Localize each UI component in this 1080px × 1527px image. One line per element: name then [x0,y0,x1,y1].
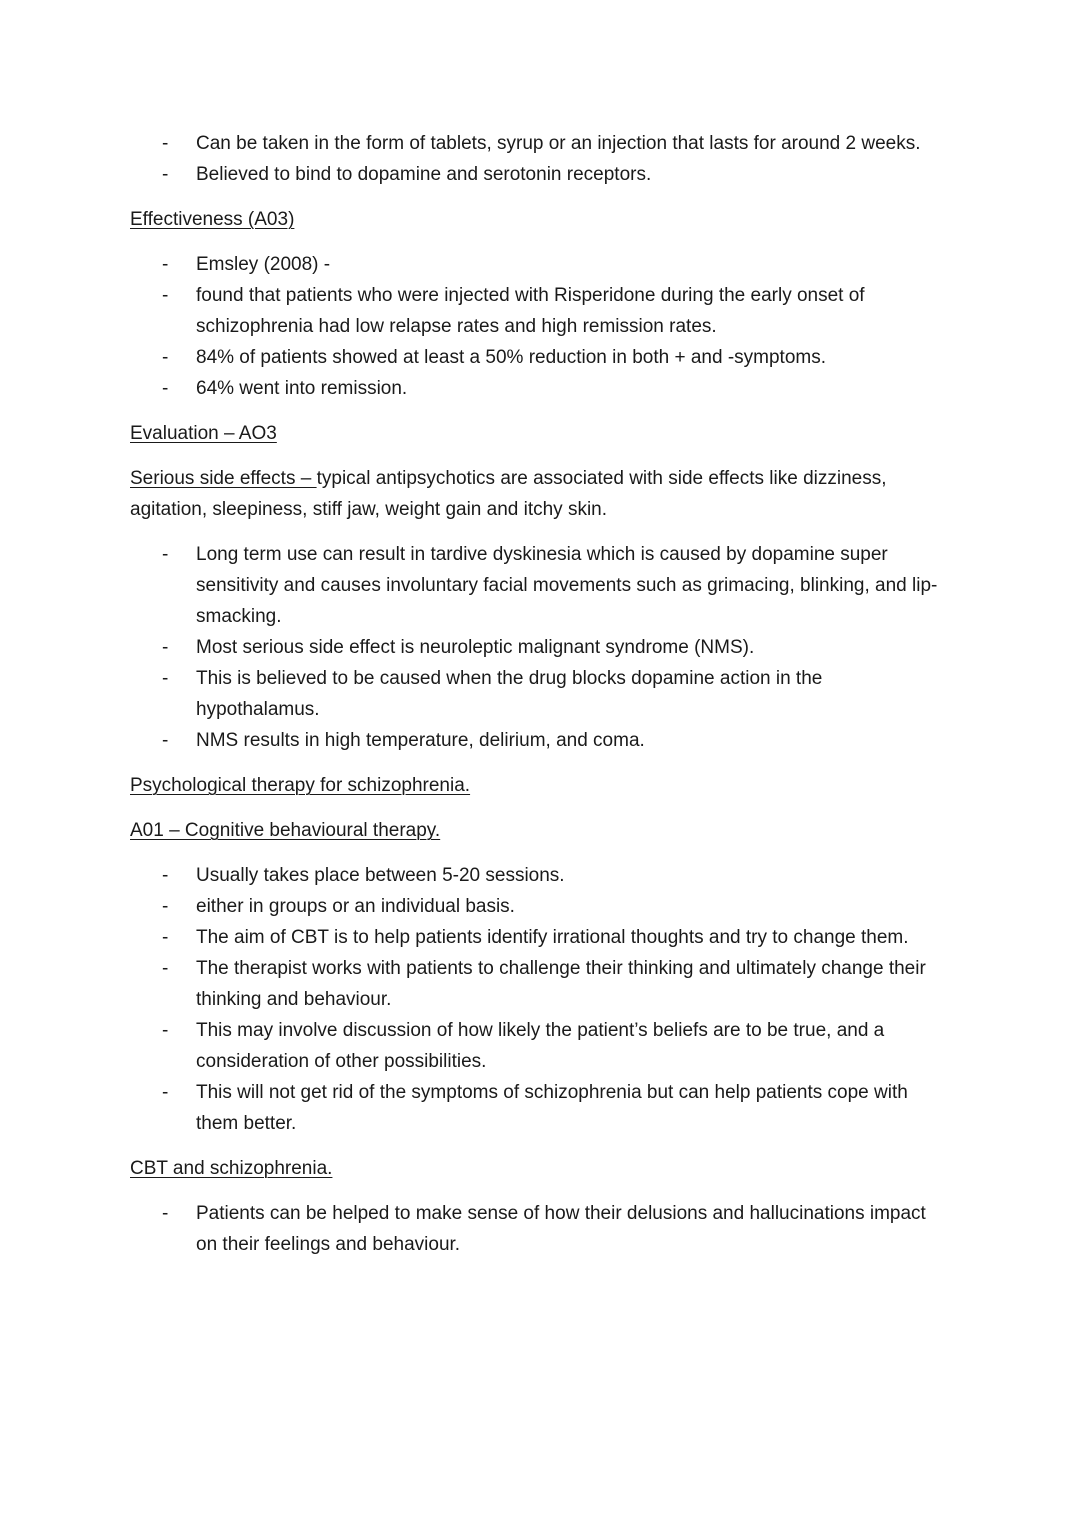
list-item-text: Can be taken in the form of tablets, syrup or an injection that lasts for around 2 weeks. [196,133,921,154]
dash-bullet: - [162,347,169,368]
list-item [0,953,1080,1015]
list-item-text: Usually takes place between 5-20 sessions. [196,865,565,886]
list-item [0,1077,1080,1139]
list-item-text: Long term use can result in tardive dyskinesia which is caused by dopamine super sensitivity and causes involuntary facial movements such as grimacing, blinking, and lip-smacking. [196,544,938,627]
effectiveness-list [0,249,1080,404]
dash-bullet: - [162,544,169,565]
dash-bullet: - [162,730,169,751]
list-item-text: Emsley (2008) - [196,254,331,275]
dash-bullet: - [162,958,169,979]
dash-bullet: - [162,896,169,917]
cbt-schizophrenia-heading: CBT and schizophrenia. [130,1158,333,1179]
dash-bullet: - [162,1020,169,1041]
list-item-text: Most serious side effect is neuroleptic malignant syndrome (NMS). [196,637,755,658]
list-item-text: This will not get rid of the symptoms of schizophrenia but can help patients cope with them better. [196,1082,908,1134]
dash-bullet: - [162,254,169,275]
dash-bullet: - [162,285,169,306]
list-item [0,373,1080,404]
list-item [0,280,1080,342]
dash-bullet: - [162,637,169,658]
list-item-text: 84% of patients showed at least a 50% reduction in both + and -symptoms. [196,347,827,368]
list-item [0,725,1080,756]
list-item [0,860,1080,891]
list-item [0,632,1080,663]
side-effects-text: typical antipsychotics are associated with side effects like dizziness, agitation, sleepiness, stiff jaw, weight gain and itchy skin. [130,468,887,520]
list-item-text: Patients can be helped to make sense of how their delusions and hallucinations impact on their feelings and behaviour. [196,1203,926,1255]
list-item [0,663,1080,725]
dash-bullet: - [162,1203,169,1224]
list-item-text: 64% went into remission. [196,378,408,399]
list-item [0,1015,1080,1077]
dash-bullet: - [162,927,169,948]
evaluation-heading: Evaluation – AO3 [130,423,277,444]
list-item-text: The therapist works with patients to challenge their thinking and ultimately change their thinking and behaviour. [196,958,926,1010]
intro-list [0,128,1080,190]
cbt-list [0,860,1080,1139]
dash-bullet: - [162,164,169,185]
side-effects-paragraph [130,463,950,525]
document-page [0,128,1080,1260]
dash-bullet: - [162,378,169,399]
list-item [0,128,1080,159]
list-item [0,342,1080,373]
list-item-text: Believed to bind to dopamine and serotonin receptors. [196,164,652,185]
list-item-text: The aim of CBT is to help patients identify irrational thoughts and try to change them. [196,927,909,948]
evaluation-list [0,539,1080,756]
dash-bullet: - [162,133,169,154]
list-item [0,249,1080,280]
list-item [0,1198,1080,1260]
list-item-text: NMS results in high temperature, delirium, and coma. [196,730,645,751]
list-item-text: This is believed to be caused when the drug blocks dopamine action in the hypothalamus. [196,668,823,720]
list-item [0,922,1080,953]
list-item [0,891,1080,922]
dash-bullet: - [162,668,169,689]
psych-therapy-heading: Psychological therapy for schizophrenia. [130,775,471,796]
list-item [0,159,1080,190]
cbt-heading: A01 – Cognitive behavioural therapy. [130,820,441,841]
effectiveness-heading: Effectiveness (A03) [130,209,295,230]
list-item [0,539,1080,632]
list-item-text: found that patients who were injected with Risperidone during the early onset of schizophrenia had low relapse rates and high remission rates. [196,285,865,337]
side-effects-label: Serious side effects – [130,468,317,489]
list-item-text: either in groups or an individual basis. [196,896,515,917]
dash-bullet: - [162,865,169,886]
list-item-text: This may involve discussion of how likely the patient’s beliefs are to be true, and a consideration of other possibilities. [196,1020,885,1072]
cbt-schizophrenia-list [0,1198,1080,1260]
dash-bullet: - [162,1082,169,1103]
